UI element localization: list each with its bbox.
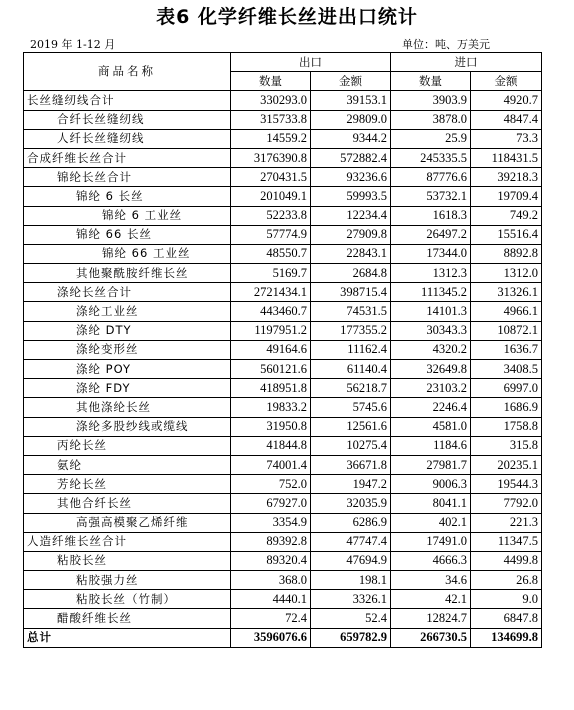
table-row [24,532,542,551]
export-amount-cell: 3326.1 [311,590,391,609]
export-amount-cell: 56218.7 [311,379,391,398]
import-amount-cell: 7792.0 [471,494,542,513]
product-name-cell: 长丝缝纫线合计 [24,91,231,110]
header-product-name: 商品名称 [24,53,231,91]
import-quantity-cell: 26497.2 [391,225,471,244]
export-quantity-cell: 560121.6 [231,360,311,379]
export-amount-cell: 11162.4 [311,340,391,359]
trade-statistics-table [23,52,542,648]
table-row [24,360,542,379]
import-quantity-cell: 34.6 [391,571,471,590]
import-quantity-cell: 14101.3 [391,302,471,321]
import-quantity-cell: 4581.0 [391,417,471,436]
product-name-cell: 高强高模聚乙烯纤维 [24,513,231,532]
product-name-cell: 涤纶工业丝 [24,302,231,321]
header-export-quantity: 数量 [231,72,311,91]
import-amount-cell: 6847.8 [471,609,542,628]
import-amount-cell: 1686.9 [471,398,542,417]
header-import: 进口 [391,53,542,72]
product-name-cell: 粘胶长丝（竹制） [24,590,231,609]
product-name-cell: 涤纶 FDY [24,379,231,398]
table-row [24,225,542,244]
import-quantity-cell: 25.9 [391,129,471,148]
export-amount-cell: 1947.2 [311,475,391,494]
product-name-cell: 其他聚酰胺纤维长丝 [24,264,231,283]
export-amount-cell: 12561.6 [311,417,391,436]
import-quantity-cell: 42.1 [391,590,471,609]
export-quantity-cell: 74001.4 [231,455,311,474]
export-quantity-cell: 1197951.2 [231,321,311,340]
export-quantity-cell: 3176390.8 [231,148,311,167]
product-name-cell: 人造纤维长丝合计 [24,532,231,551]
product-name-cell: 醋酸纤维长丝 [24,609,231,628]
table-row [24,417,542,436]
export-quantity-cell: 49164.6 [231,340,311,359]
export-quantity-cell: 41844.8 [231,436,311,455]
table-title: 表6 化学纤维长丝进出口统计 [156,6,418,28]
product-name-cell: 锦纶 6 工业丝 [24,206,231,225]
table-row [24,379,542,398]
product-name-cell: 涤纶长丝合计 [24,283,231,302]
product-name-cell: 丙纶长丝 [24,436,231,455]
import-quantity-cell: 17344.0 [391,244,471,263]
import-quantity-cell: 111345.2 [391,283,471,302]
export-quantity-cell: 2721434.1 [231,283,311,302]
import-amount-cell: 1758.8 [471,417,542,436]
export-quantity-cell: 57774.9 [231,225,311,244]
import-quantity-cell: 402.1 [391,513,471,532]
export-amount-cell: 61140.4 [311,360,391,379]
product-name-cell: 涤纶 DTY [24,321,231,340]
export-quantity-cell: 330293.0 [231,91,311,110]
export-amount-cell: 29809.0 [311,110,391,129]
import-amount-cell: 4966.1 [471,302,542,321]
import-amount-cell: 73.3 [471,129,542,148]
import-quantity-cell: 1618.3 [391,206,471,225]
import-amount-cell: 19709.4 [471,187,542,206]
import-amount-cell: 10872.1 [471,321,542,340]
product-name-cell: 涤纶变形丝 [24,340,231,359]
table-row [24,494,542,513]
export-amount-cell: 5745.6 [311,398,391,417]
import-amount-cell: 9.0 [471,590,542,609]
total-import-amount: 134699.8 [471,628,542,647]
import-amount-cell: 1636.7 [471,340,542,359]
export-quantity-cell: 67927.0 [231,494,311,513]
import-quantity-cell: 17491.0 [391,532,471,551]
import-amount-cell: 4499.8 [471,551,542,570]
export-quantity-cell: 31950.8 [231,417,311,436]
product-name-cell: 人纤长丝缝纫线 [24,129,231,148]
total-export-amount: 659782.9 [311,628,391,647]
export-amount-cell: 398715.4 [311,283,391,302]
export-amount-cell: 47747.4 [311,532,391,551]
import-amount-cell: 26.8 [471,571,542,590]
import-quantity-cell: 9006.3 [391,475,471,494]
import-quantity-cell: 4320.2 [391,340,471,359]
export-quantity-cell: 19833.2 [231,398,311,417]
export-quantity-cell: 270431.5 [231,168,311,187]
import-quantity-cell: 3903.9 [391,91,471,110]
export-amount-cell: 177355.2 [311,321,391,340]
product-name-cell: 合纤长丝缝纫线 [24,110,231,129]
export-quantity-cell: 201049.1 [231,187,311,206]
export-amount-cell: 572882.4 [311,148,391,167]
export-quantity-cell: 315733.8 [231,110,311,129]
import-amount-cell: 4920.7 [471,91,542,110]
table-row [24,129,542,148]
total-export-quantity: 3596076.6 [231,628,311,647]
export-quantity-cell: 14559.2 [231,129,311,148]
table-row [24,551,542,570]
table-row [24,321,542,340]
export-amount-cell: 10275.4 [311,436,391,455]
import-quantity-cell: 1312.3 [391,264,471,283]
product-name-cell: 芳纶长丝 [24,475,231,494]
import-amount-cell: 118431.5 [471,148,542,167]
table-row [24,571,542,590]
header-export-amount: 金额 [311,72,391,91]
table-row [24,283,542,302]
import-quantity-cell: 12824.7 [391,609,471,628]
import-amount-cell: 19544.3 [471,475,542,494]
table-row [24,609,542,628]
import-amount-cell: 39218.3 [471,168,542,187]
product-name-cell: 涤纶 POY [24,360,231,379]
product-name-cell: 其他合纤长丝 [24,494,231,513]
import-quantity-cell: 4666.3 [391,551,471,570]
product-name-cell: 其他涤纶长丝 [24,398,231,417]
table-row [24,436,542,455]
import-amount-cell: 1312.0 [471,264,542,283]
export-quantity-cell: 4440.1 [231,590,311,609]
export-quantity-cell: 89392.8 [231,532,311,551]
import-amount-cell: 15516.4 [471,225,542,244]
unit-label: 单位：吨、万美元 [402,38,490,51]
export-quantity-cell: 48550.7 [231,244,311,263]
total-row [24,628,542,647]
export-amount-cell: 22843.1 [311,244,391,263]
import-quantity-cell: 53732.1 [391,187,471,206]
import-amount-cell: 20235.1 [471,455,542,474]
product-name-cell: 锦纶 6 长丝 [24,187,231,206]
product-name-cell: 锦纶长丝合计 [24,168,231,187]
import-amount-cell: 749.2 [471,206,542,225]
import-amount-cell: 221.3 [471,513,542,532]
product-name-cell: 合成纤维长丝合计 [24,148,231,167]
total-label: 总计 [24,628,231,647]
import-quantity-cell: 2246.4 [391,398,471,417]
product-name-cell: 涤纶多股纱线或缆线 [24,417,231,436]
table-row [24,148,542,167]
product-name-cell: 氨纶 [24,455,231,474]
table-row [24,110,542,129]
product-name-cell: 锦纶 66 长丝 [24,225,231,244]
table-row [24,398,542,417]
export-quantity-cell: 5169.7 [231,264,311,283]
table-row [24,168,542,187]
export-amount-cell: 93236.6 [311,168,391,187]
export-quantity-cell: 418951.8 [231,379,311,398]
table-row [24,340,542,359]
header-import-amount: 金额 [471,72,542,91]
import-amount-cell: 315.8 [471,436,542,455]
import-quantity-cell: 8041.1 [391,494,471,513]
table-row [24,206,542,225]
import-quantity-cell: 23103.2 [391,379,471,398]
export-amount-cell: 2684.8 [311,264,391,283]
table-row [24,455,542,474]
import-amount-cell: 3408.5 [471,360,542,379]
export-amount-cell: 9344.2 [311,129,391,148]
import-quantity-cell: 27981.7 [391,455,471,474]
total-import-quantity: 266730.5 [391,628,471,647]
table-row [24,264,542,283]
import-quantity-cell: 245335.5 [391,148,471,167]
import-quantity-cell: 32649.8 [391,360,471,379]
product-name-cell: 粘胶长丝 [24,551,231,570]
export-quantity-cell: 752.0 [231,475,311,494]
product-name-cell: 锦纶 66 工业丝 [24,244,231,263]
table-row [24,244,542,263]
export-quantity-cell: 3354.9 [231,513,311,532]
export-quantity-cell: 72.4 [231,609,311,628]
export-amount-cell: 32035.9 [311,494,391,513]
export-amount-cell: 36671.8 [311,455,391,474]
export-quantity-cell: 52233.8 [231,206,311,225]
export-quantity-cell: 89320.4 [231,551,311,570]
export-amount-cell: 39153.1 [311,91,391,110]
export-amount-cell: 52.4 [311,609,391,628]
report-period: 2019 年 1-12 月 [30,38,116,51]
export-amount-cell: 47694.9 [311,551,391,570]
export-amount-cell: 12234.4 [311,206,391,225]
table-body [24,91,542,628]
table-row [24,513,542,532]
import-amount-cell: 6997.0 [471,379,542,398]
export-amount-cell: 59993.5 [311,187,391,206]
table-row [24,302,542,321]
table-row [24,590,542,609]
table-row [24,91,542,110]
import-amount-cell: 8892.8 [471,244,542,263]
import-amount-cell: 11347.5 [471,532,542,551]
table-row [24,475,542,494]
header-import-quantity: 数量 [391,72,471,91]
export-amount-cell: 6286.9 [311,513,391,532]
import-quantity-cell: 3878.0 [391,110,471,129]
import-quantity-cell: 87776.6 [391,168,471,187]
import-quantity-cell: 1184.6 [391,436,471,455]
import-quantity-cell: 30343.3 [391,321,471,340]
export-amount-cell: 74531.5 [311,302,391,321]
export-quantity-cell: 443460.7 [231,302,311,321]
export-amount-cell: 27909.8 [311,225,391,244]
import-amount-cell: 31326.1 [471,283,542,302]
export-amount-cell: 198.1 [311,571,391,590]
product-name-cell: 粘胶强力丝 [24,571,231,590]
table-row [24,187,542,206]
import-amount-cell: 4847.4 [471,110,542,129]
export-quantity-cell: 368.0 [231,571,311,590]
header-export: 出口 [231,53,391,72]
